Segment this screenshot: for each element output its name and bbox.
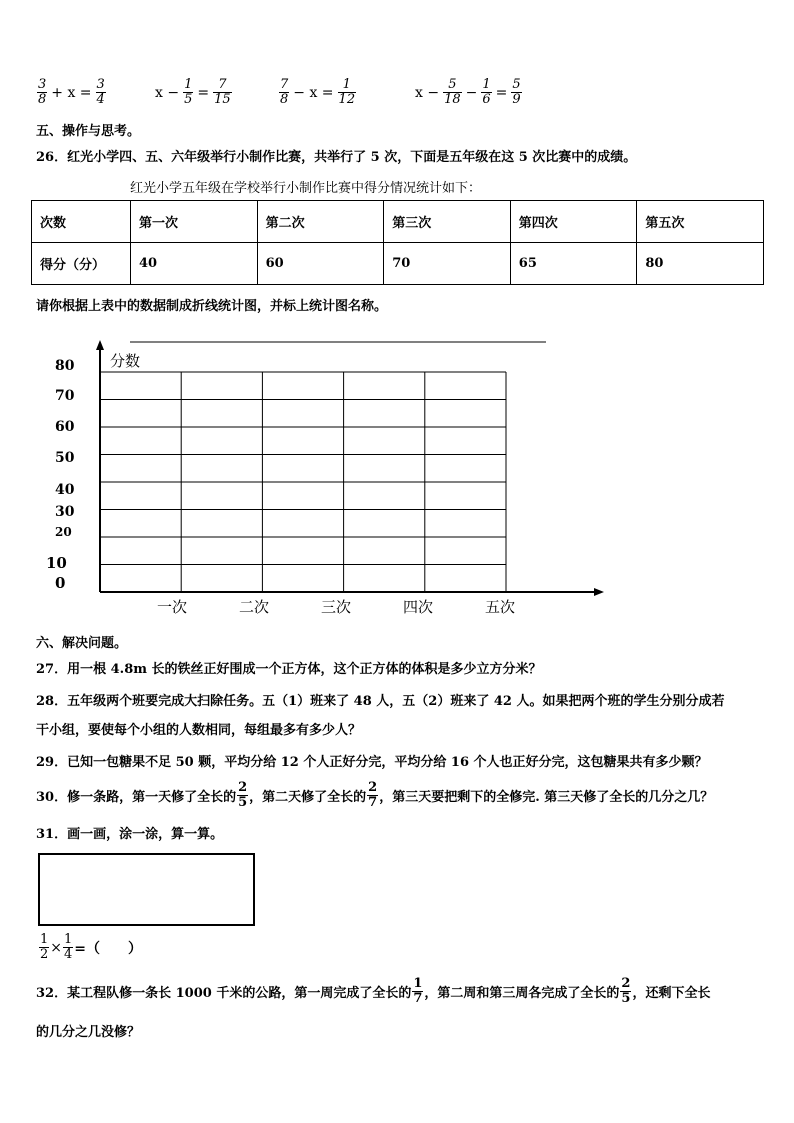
fraction: $\frac{5}{18}$ — [444, 77, 461, 107]
question-27: 27．用一根 4.8m 长的铁丝正好围成一个正方体，这个正方体的体积是多少立方分米？ — [36, 662, 542, 677]
question-32-line-2: 的几分之几没修？ — [36, 1025, 141, 1040]
y-tick-label: 60 — [55, 419, 75, 435]
x-tick-label: 五次 — [485, 598, 516, 616]
table-row — [32, 243, 764, 285]
fraction: $\frac{1}{2}$ — [40, 932, 49, 962]
table-cell: 次数 — [32, 201, 131, 243]
equation-4: x − $\frac{5}{18}$ − $\frac{1}{6}$ = $\frac{5}{9}$ — [415, 77, 521, 107]
fraction: $\frac{3}{8}$ — [38, 77, 47, 107]
fraction: $\frac{3}{4}$ — [96, 77, 105, 107]
x-tick-label: 一次 — [157, 598, 188, 616]
y-axis-arrow — [96, 340, 104, 350]
fraction: $\frac{2}{5}$ — [238, 780, 248, 810]
question-29: 29．已知一包糖果不足 50 颗，平均分给 12 个人正好分完，平均分给 16 个人也正好分完，这包糖果共有多少颗？ — [36, 755, 708, 770]
fraction: $\frac{1}{4}$ — [64, 932, 73, 962]
fraction: $\frac{1}{7}$ — [413, 976, 423, 1006]
y-tick-label: 30 — [55, 504, 75, 520]
question-30: 30．修一条路，第一天修了全长的 $\frac{2}{5}$ ，第二天修了全长的 $\frac{2}{7}$ ，第三天要把剩下的全修完. 第三天修了全长的几分之几？ — [36, 780, 714, 810]
table-cell: 40 — [131, 243, 258, 285]
table-cell: 第一次 — [131, 201, 258, 243]
x-tick-label: 二次 — [239, 598, 270, 616]
table-header-row — [32, 201, 764, 243]
x-tick-labels — [157, 598, 515, 616]
equation-2: x − $\frac{1}{5}$ = $\frac{7}{15}$ — [155, 77, 231, 107]
question-31: 31．画一画，涂一涂，算一算。 — [36, 827, 224, 842]
y-tick-label: 50 — [55, 450, 75, 466]
table-cell: 得分（分） — [32, 243, 131, 285]
chart-instruction: 请你根据上表中的数据制成折线统计图，并标上统计图名称。 — [36, 299, 388, 314]
y-tick-label: 80 — [55, 358, 75, 374]
equation-1: $\frac{3}{8}$ + x = $\frac{3}{4}$ — [38, 77, 105, 107]
question-31-expression: $\frac{1}{2}$ × $\frac{1}{4}$ =（ ） — [40, 932, 143, 962]
y-tick-label: 10 — [46, 554, 67, 572]
y-tick-label: 40 — [55, 482, 75, 498]
fraction: $\frac{2}{5}$ — [621, 976, 631, 1006]
score-table — [31, 200, 764, 285]
fraction: $\frac{7}{8}$ — [280, 77, 289, 107]
question-28-line-2: 干小组，要使每个小组的人数相同，每组最多有多少人？ — [36, 723, 362, 738]
x-tick-label: 四次 — [403, 598, 434, 616]
table-cell: 65 — [510, 243, 637, 285]
drawing-rectangle[interactable] — [38, 853, 255, 926]
question-32: 32．某工程队修一条长 1000 千米的公路，第一周完成了全长的 $\frac{1}{7}$ ，第二周和第三周各完成了全长的 $\frac{2}{5}$ ，还剩下全长 — [36, 976, 711, 1006]
fraction: $\frac{1}{12}$ — [338, 77, 356, 107]
y-axis-label: 分数 — [110, 352, 141, 370]
table-cell: 第四次 — [510, 201, 637, 243]
fraction: $\frac{1}{5}$ — [184, 77, 193, 107]
x-axis-arrow — [594, 588, 604, 596]
section-6-heading: 六、解决问题。 — [36, 636, 128, 651]
table-cell: 80 — [637, 243, 764, 285]
table-cell: 第二次 — [257, 201, 384, 243]
table-cell: 第三次 — [384, 201, 511, 243]
table-cell: 70 — [384, 243, 511, 285]
section-5-heading: 五、操作与思考。 — [36, 124, 141, 139]
line-chart — [0, 330, 794, 630]
fraction: $\frac{1}{6}$ — [482, 77, 491, 107]
table-cell: 第五次 — [637, 201, 764, 243]
x-tick-label: 三次 — [321, 598, 352, 616]
y-tick-label: 20 — [55, 525, 72, 539]
table-caption: 红光小学五年级在学校举行小制作比赛中得分情况统计如下： — [130, 181, 482, 196]
y-tick-labels — [46, 358, 75, 592]
question-28-line-1: 28．五年级两个班要完成大扫除任务。五（1）班来了 48 人，五（2）班来了 42 人。如果把两个班的学生分别分成若 — [36, 694, 725, 709]
fraction: $\frac{2}{7}$ — [368, 780, 378, 810]
equation-3: $\frac{7}{8}$ − x = $\frac{1}{12}$ — [280, 77, 356, 107]
fraction: $\frac{5}{9}$ — [512, 77, 521, 107]
table-cell: 60 — [257, 243, 384, 285]
fraction: $\frac{7}{15}$ — [214, 77, 231, 107]
question-26: 26．红光小学四、五、六年级举行小制作比赛，共举行了 5 次，下面是五年级在这 5 次比赛中的成绩。 — [36, 150, 637, 165]
y-tick-label: 70 — [55, 388, 75, 404]
y-tick-label: 0 — [55, 574, 66, 592]
chart-grid — [100, 372, 506, 592]
